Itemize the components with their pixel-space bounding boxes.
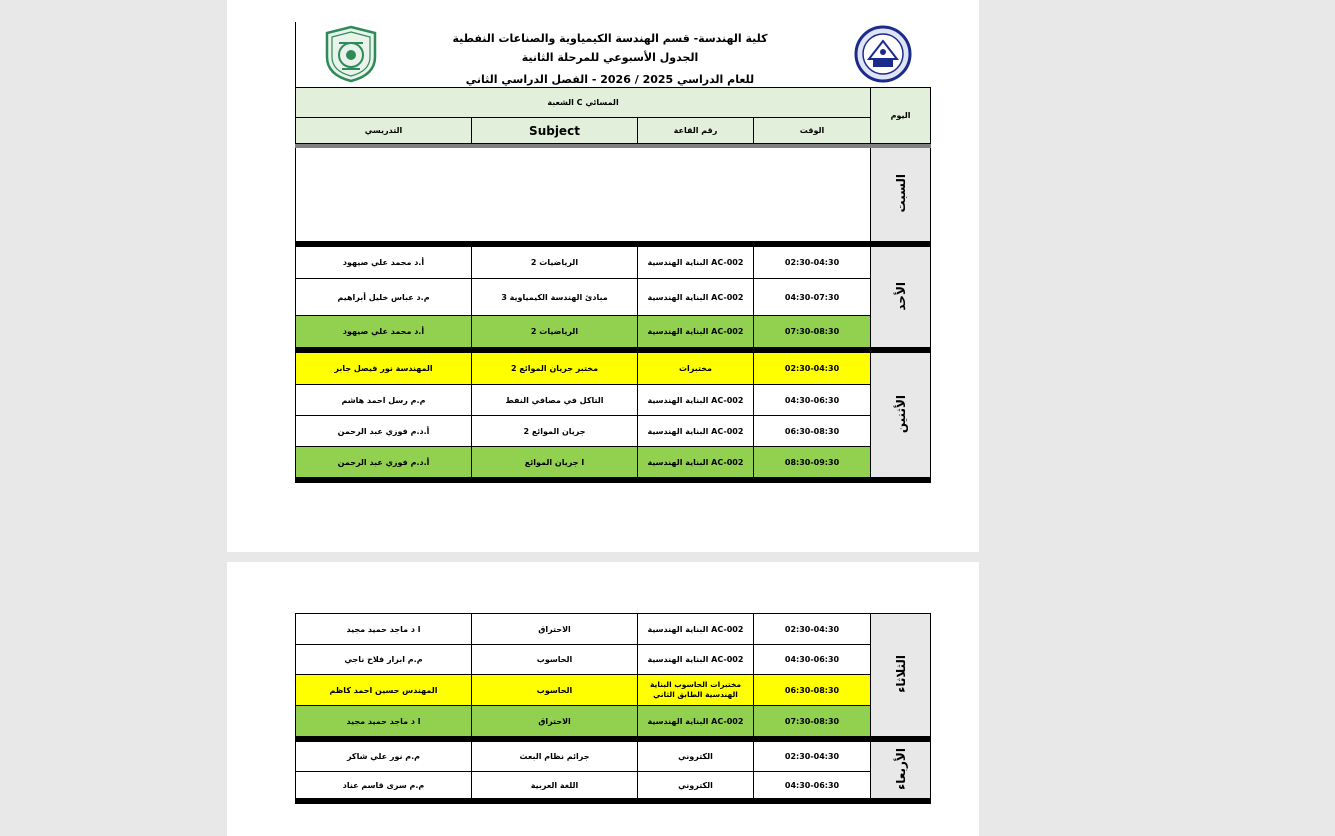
teacher-cell: م.م ابرار فلاح ناجي <box>296 645 472 675</box>
room-cell: البناية الهندسية AC-002 <box>638 247 754 279</box>
time-cell: 07:30-08:30 <box>754 316 871 348</box>
teacher-cell: م.م نور علي شاكر <box>296 742 472 772</box>
room-cell: البناية الهندسية AC-002 <box>638 316 754 348</box>
subject-cell: التاكل في مصافي النفط <box>472 385 638 416</box>
table-row <box>296 742 931 772</box>
teacher-cell: ا د ماجد حميد مجيد <box>296 614 472 645</box>
teacher-cell: م.م رسل احمد هاشم <box>296 385 472 416</box>
teacher-cell: م.د عباس خليل أبراهيم <box>296 279 472 316</box>
teacher-cell: المهندسة نور فيصل جابر <box>296 353 472 385</box>
university-seal-green-icon <box>322 25 380 83</box>
table-row <box>296 316 931 348</box>
table-row <box>296 385 931 416</box>
table-row <box>296 772 931 799</box>
teacher-cell: أ.د محمد علي صيهود <box>296 247 472 279</box>
time-cell: 07:30-08:30 <box>754 706 871 737</box>
header-line-schedule: الجدول الأسبوعي للمرحلة الثانية <box>521 51 699 64</box>
time-cell: 02:30-04:30 <box>754 247 871 279</box>
column-header-day: اليوم <box>871 88 931 144</box>
day-cell-wednesday: الأربعاء <box>871 742 931 799</box>
room-cell: البناية الهندسية AC-002 <box>638 645 754 675</box>
time-cell: 04:30-06:30 <box>754 645 871 675</box>
subject-cell: اللغة العربية <box>472 772 638 799</box>
document-page-1 <box>227 0 979 552</box>
time-cell: 04:30-06:30 <box>754 772 871 799</box>
table-row <box>296 614 931 645</box>
room-cell: مختبرات <box>638 353 754 385</box>
university-seal-blue-icon <box>854 25 912 83</box>
time-cell: 06:30-08:30 <box>754 416 871 447</box>
document-page-2 <box>227 562 979 836</box>
subject-cell: جريان الموائع 2 <box>472 416 638 447</box>
subject-cell: الرياضيات 2 <box>472 316 638 348</box>
table-row <box>296 645 931 675</box>
day-cell-monday: الأثنين <box>871 353 931 478</box>
table-row <box>296 416 931 447</box>
day-cell-saturday: السبت <box>871 148 931 242</box>
table-row <box>296 279 931 316</box>
document-header <box>295 22 929 88</box>
day-cell-tuesday: الثلاثاء <box>871 614 931 737</box>
table-row <box>296 447 931 478</box>
section-title: الشعبة C المسائي <box>296 88 871 118</box>
schedule-table-page-1 <box>295 87 931 483</box>
header-line-year: للعام الدراسي 2025 / 2026 - الفصل الدراسي الثاني <box>465 73 755 86</box>
room-cell: البناية الهندسية AC-002 <box>638 706 754 737</box>
subject-cell: مبادئ الهندسة الكيمياوية 3 <box>472 279 638 316</box>
room-cell: البناية الهندسية AC-002 <box>638 279 754 316</box>
time-cell: 04:30-06:30 <box>754 385 871 416</box>
table-row <box>296 706 931 737</box>
saturday-empty-slot <box>296 148 871 242</box>
teacher-cell: أ.د محمد علي صيهود <box>296 316 472 348</box>
time-cell: 02:30-04:30 <box>754 614 871 645</box>
subject-cell: الرياضيات 2 <box>472 247 638 279</box>
table-row <box>296 675 931 706</box>
time-cell: 02:30-04:30 <box>754 742 871 772</box>
table-row <box>296 247 931 279</box>
time-cell: 04:30-07:30 <box>754 279 871 316</box>
subject-cell: جرائم نظام البعث <box>472 742 638 772</box>
teacher-cell: أ.د.م فوزي عبد الرحمن <box>296 416 472 447</box>
room-cell: البناية الهندسية AC-002 <box>638 614 754 645</box>
header-divider <box>295 22 296 88</box>
room-cell: البناية الهندسية AC-002 <box>638 385 754 416</box>
room-cell: الكتروني <box>638 742 754 772</box>
column-header-subject: Subject <box>472 118 638 144</box>
subject-cell: الحاسوب <box>472 675 638 706</box>
time-cell: 02:30-04:30 <box>754 353 871 385</box>
table-row <box>296 353 931 385</box>
subject-cell: الاحتراق <box>472 614 638 645</box>
room-cell: الكتروني <box>638 772 754 799</box>
teacher-cell: م.م سرى قاسم عناد <box>296 772 472 799</box>
room-cell: البناية الهندسية AC-002 <box>638 447 754 478</box>
teacher-cell: ا د ماجد حميد مجيد <box>296 706 472 737</box>
subject-cell: الاحتراق <box>472 706 638 737</box>
column-header-teacher: التدريسي <box>296 118 472 144</box>
header-line-college: كلية الهندسة- قسم الهندسة الكيمياوية والصناعات النفطية <box>452 32 768 45</box>
schedule-table-page-2 <box>295 613 931 804</box>
subject-cell: الحاسوب <box>472 645 638 675</box>
subject-cell: مختبر جريان الموائع 2 <box>472 353 638 385</box>
day-cell-sunday: الأحد <box>871 247 931 348</box>
column-header-room: رقم القاعة <box>638 118 754 144</box>
subject-cell: جريان الموائع I <box>472 447 638 478</box>
teacher-cell: المهندس حسين احمد كاظم <box>296 675 472 706</box>
room-cell: مختبرات الحاسوب البناية الهندسية الطابق الثاني <box>638 675 754 706</box>
column-header-time: الوقت <box>754 118 871 144</box>
room-cell: البناية الهندسية AC-002 <box>638 416 754 447</box>
time-cell: 06:30-08:30 <box>754 675 871 706</box>
teacher-cell: أ.د.م فوزي عبد الرحمن <box>296 447 472 478</box>
time-cell: 08:30-09:30 <box>754 447 871 478</box>
